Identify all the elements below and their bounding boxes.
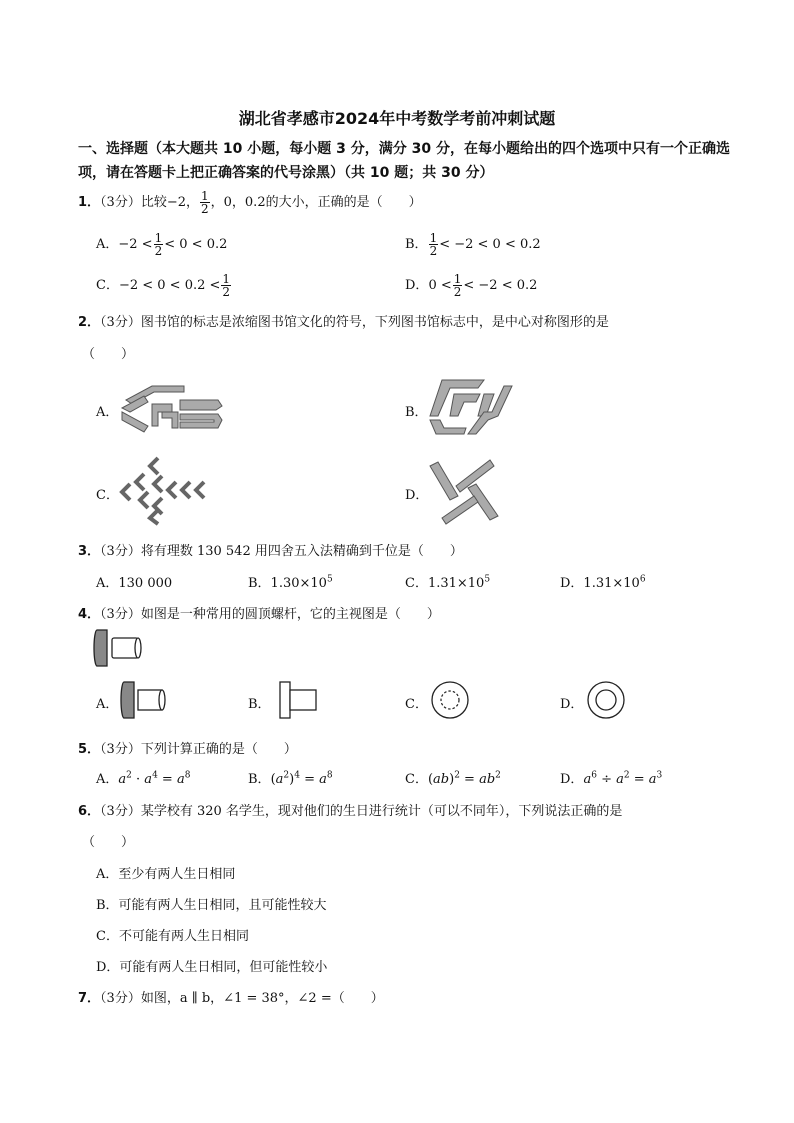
q1-option-b[interactable]: B． $\frac{1}{2}$ < −2 < 0 < 0.2 [405, 231, 541, 258]
q6-option-c[interactable]: C．不可能有两人生日相同 [96, 929, 249, 944]
q1-option-d[interactable]: D．0 < $\frac{1}{2}$ < −2 < 0.2 [405, 272, 538, 299]
q2-figure-b [428, 376, 514, 440]
question-2: 2．（3分）图书馆的标志是浓缩图书馆文化的符号，下列图书馆标志中，是中心对称图形的是 [78, 315, 609, 330]
q3-option-a[interactable]: A．130 000 [96, 576, 173, 591]
q2-option-a[interactable]: A． [96, 405, 119, 420]
section-heading: 一、选择题（本大题共 10 小题，每小题 3 分，满分 30 分，在每小题给出的四个选项中只有一个正确选项，请在答题卡上把正确答案的代号涂黑）（共 10 题；共 30 分） [78, 141, 730, 181]
q5-option-d[interactable]: D．$a^6 \div a^2 = a^3$ [560, 770, 663, 787]
q1-option-c[interactable]: C．−2 < 0 < 0.2 < $\frac{1}{2}$ [96, 272, 231, 299]
q4-figure-d [586, 680, 626, 720]
q2-option-b[interactable]: B． [405, 405, 428, 420]
q2-figure-a [118, 382, 226, 436]
q6-option-a[interactable]: A．至少有两人生日相同 [96, 867, 236, 882]
question-5: 5．（3分）下列计算正确的是（ ） [78, 742, 297, 757]
q1-text-a: 比较−2， [140, 195, 199, 210]
q3-option-d[interactable]: D．$1.31\times 10^6$ [560, 574, 646, 591]
q3-option-c[interactable]: C．$1.31\times 10^5$ [405, 574, 491, 591]
q3-option-b[interactable]: B．$1.30\times 10^5$ [248, 574, 333, 591]
q2-option-c[interactable]: C． [96, 488, 119, 503]
q6-option-b[interactable]: B．可能有两人生日相同，且可能性较大 [96, 898, 327, 913]
q1-number: 1． [78, 195, 101, 210]
page-title: 湖北省孝感市2024年中考数学考前冲刺试题 [238, 109, 556, 128]
q5-option-c[interactable]: C．$(ab)^2 = ab^2$ [405, 770, 501, 787]
question-4: 4．（3分）如图是一种常用的圆顶螺杆，它的主视图是（ ） [78, 607, 440, 622]
q1-text-b: ，0，0.2的大小，正确的是（ ） [210, 195, 422, 210]
q4-figure-b [276, 680, 322, 720]
question-1 [78, 190, 422, 215]
q5-option-b[interactable]: B．$(a^2)^4 = a^8$ [248, 770, 333, 787]
q2-option-d[interactable]: D． [405, 488, 429, 503]
q4-option-c[interactable]: C． [405, 697, 428, 712]
q4-bolt-figure [92, 628, 142, 668]
q4-option-b[interactable]: B． [248, 697, 271, 712]
q1-option-a[interactable]: A．−2 < $\frac{1}{2}$ < 0 < 0.2 [96, 231, 228, 258]
q2-paren: （ ） [82, 347, 135, 362]
question-7: 7．（3分）如图，a ∥ b，∠1 = 38°，∠2 =（ ） [78, 991, 384, 1006]
q5-option-a[interactable]: A．$a^2 \cdot a^4 = a^8$ [96, 770, 191, 787]
q1-score: （3分） [100, 195, 141, 210]
q4-option-a[interactable]: A． [96, 697, 119, 712]
q1-fraction: $\frac{1}{2}$ [201, 189, 209, 216]
question-3: 3．（3分）将有理数 130 542 用四舍五入法精确到千位是（ ） [78, 544, 463, 559]
q6-paren: （ ） [82, 835, 135, 850]
q2-figure-d [428, 456, 502, 526]
q4-option-d[interactable]: D． [560, 697, 584, 712]
q4-figure-c [430, 680, 470, 720]
q4-figure-a [118, 680, 168, 720]
q2-figure-c [118, 454, 208, 526]
question-6: 6．（3分）某学校有 320 名学生，现对他们的生日进行统计（可以不同年），下列说法正确的是 [78, 804, 623, 819]
q6-option-d[interactable]: D．可能有两人生日相同，但可能性较小 [96, 960, 328, 975]
